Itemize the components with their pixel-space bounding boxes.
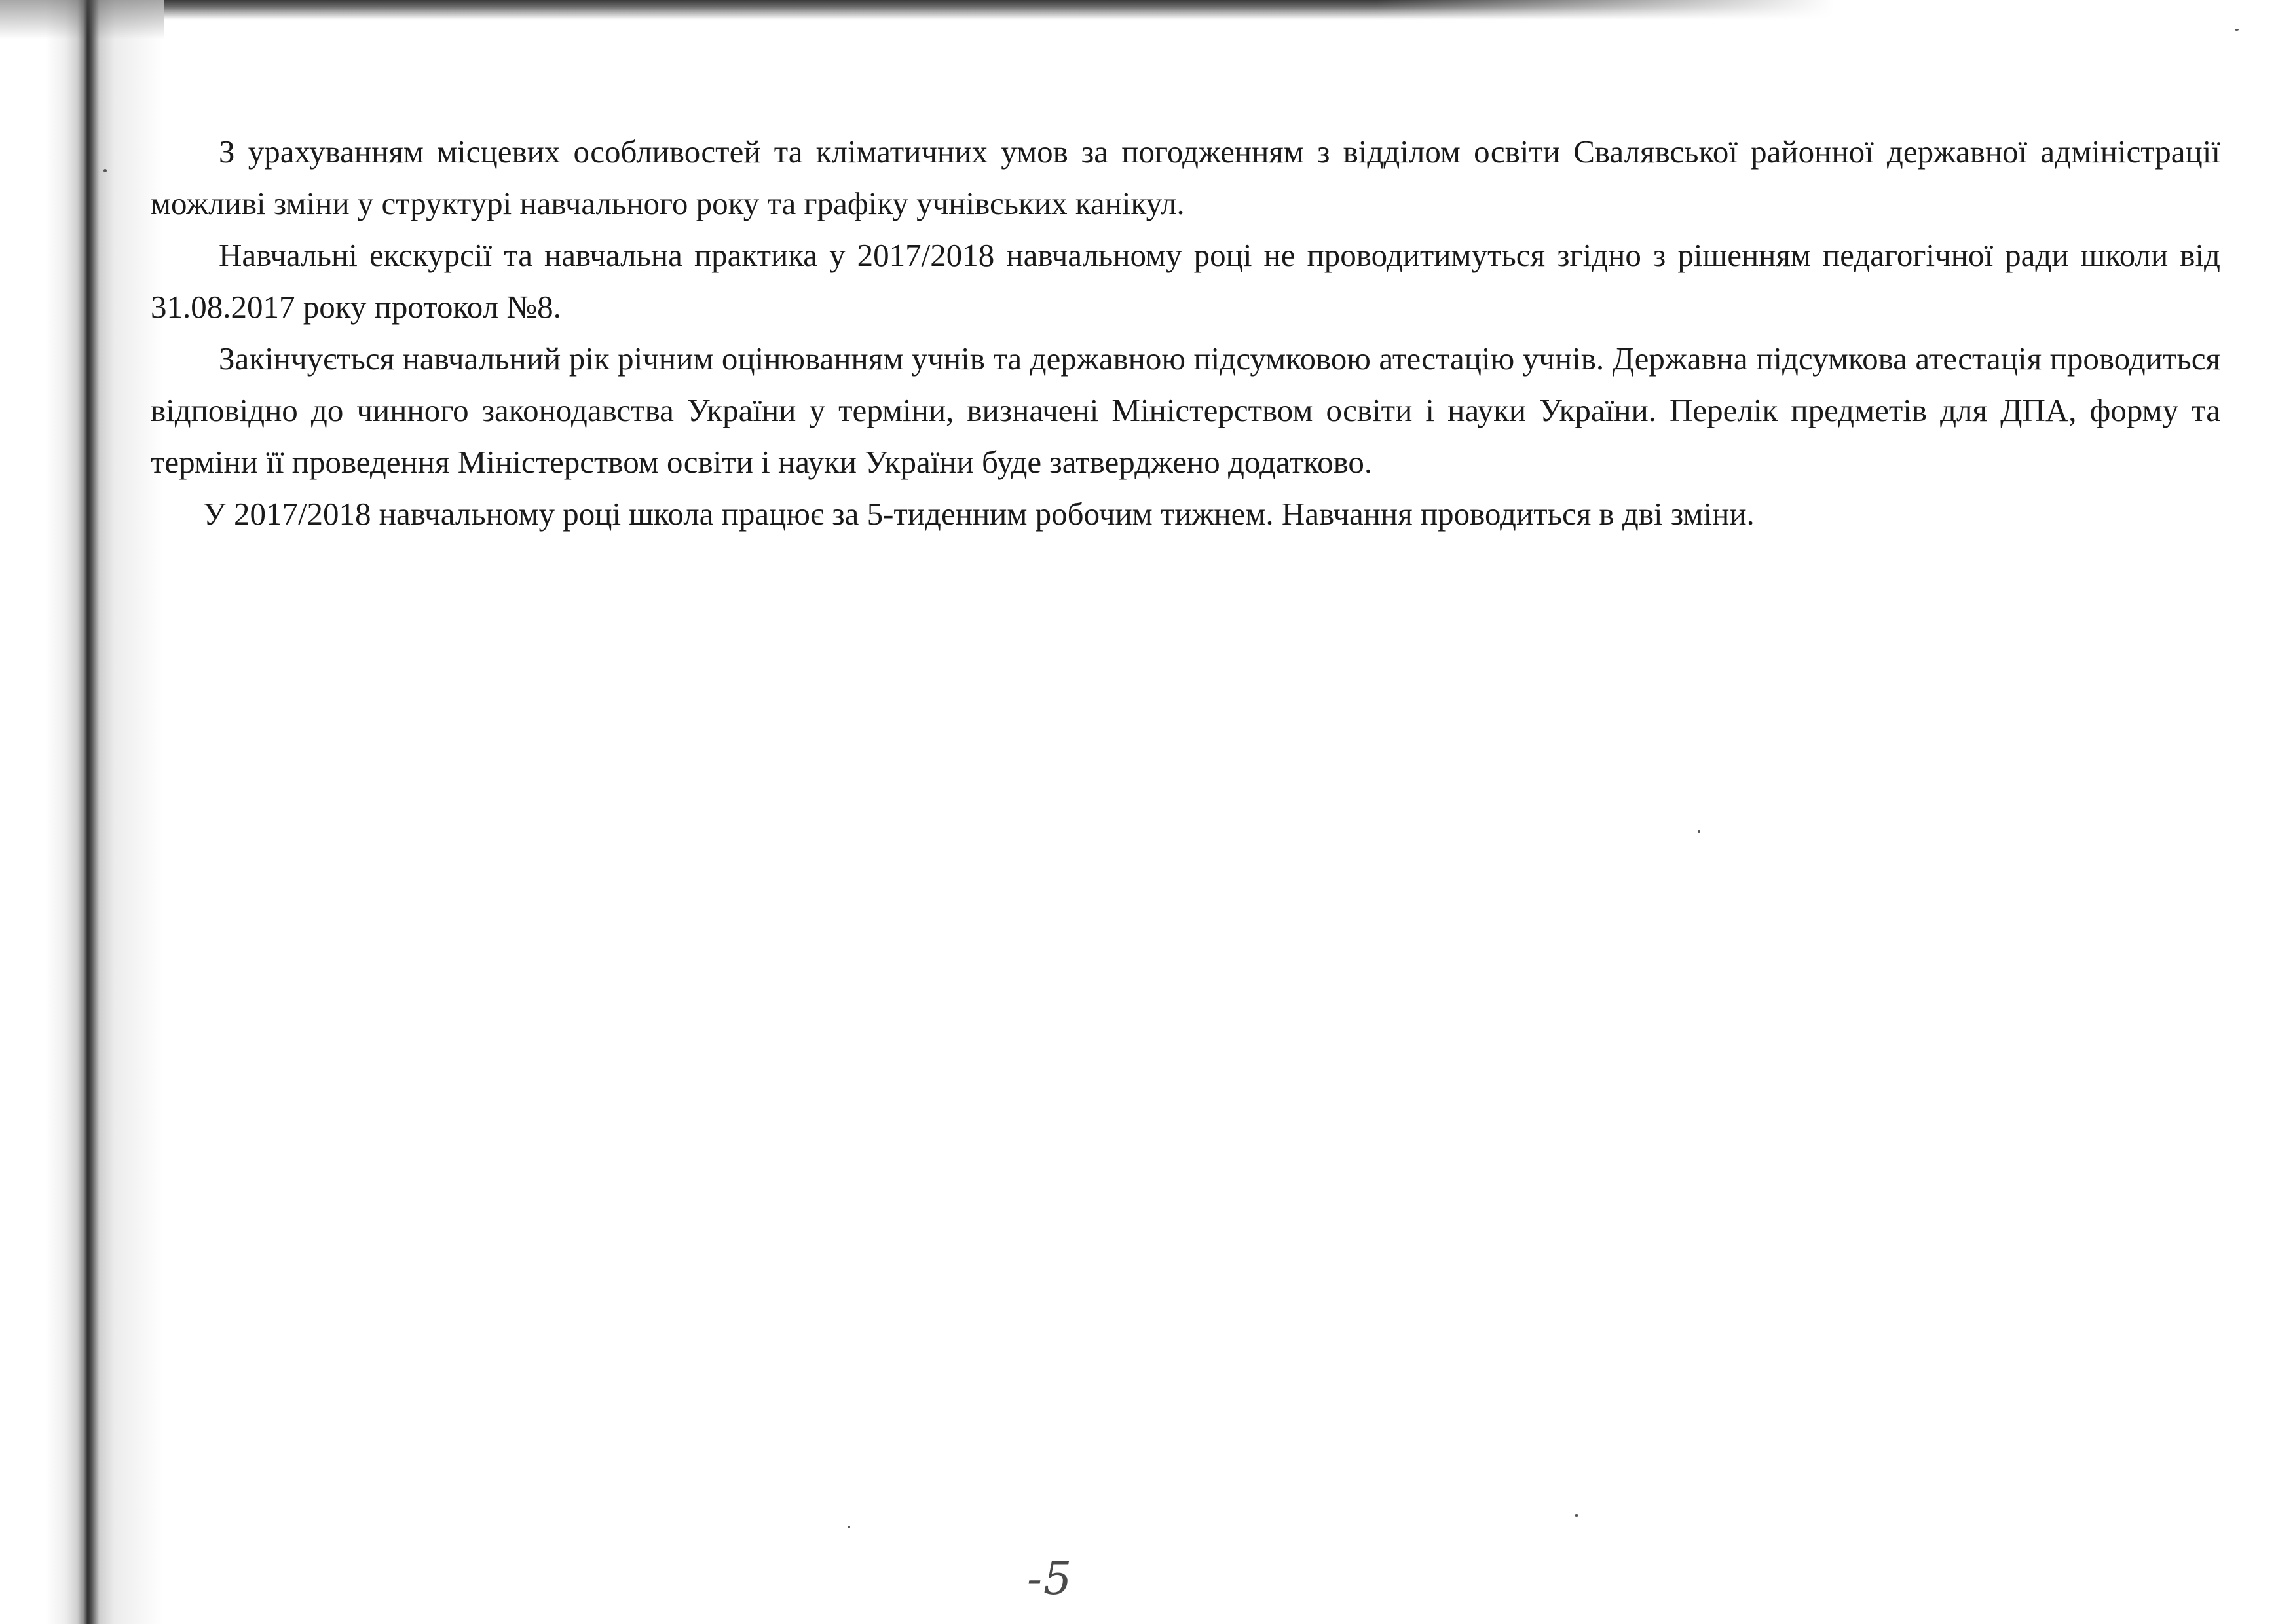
scan-speck xyxy=(1698,830,1700,833)
paragraph-schedule-changes: З урахуванням місцевих особливостей та кліматичних умов за погодженням з відділом освіти Свалявської районної державної адміністрації можливі зміни у структурі навчального року та графіку учнівських канікул. xyxy=(151,134,2220,221)
scan-speck xyxy=(1575,1514,1578,1517)
scan-speck xyxy=(103,169,107,172)
scan-top-edge-fade xyxy=(1375,0,2295,20)
scan-speck xyxy=(2235,29,2239,31)
paragraph-final-assessment: Закінчується навчальний рік річним оцінюванням учнів та державною підсумковою атестацію учнів. Державна підсумкова атестація проводиться відповідно до чинного законодавства України у терміни, визначені Міністерством освіти і науки України. Перелік предметів для ДПА, форму та терміни її проведення Міністерством освіти і науки України буде затверджено додатково. xyxy=(151,341,2220,480)
page-number: -5 xyxy=(1027,1553,1073,1605)
paragraph-excursions: Навчальні екскурсії та навчальна практика у 2017/2018 навчальному році не проводитимуться згідно з рішенням педагогічної ради школи від 31.08.2017 року протокол №8. xyxy=(151,237,2220,325)
binding-edge-fade xyxy=(0,0,164,39)
scan-speck xyxy=(848,1526,850,1528)
document-body xyxy=(151,126,2220,540)
paragraph-school-week: У 2017/2018 навчальному році школа працює за 5-тиденним робочим тижнем. Навчання проводиться в дві зміни. xyxy=(203,496,1755,532)
binding-edge-shadow xyxy=(0,0,164,1624)
